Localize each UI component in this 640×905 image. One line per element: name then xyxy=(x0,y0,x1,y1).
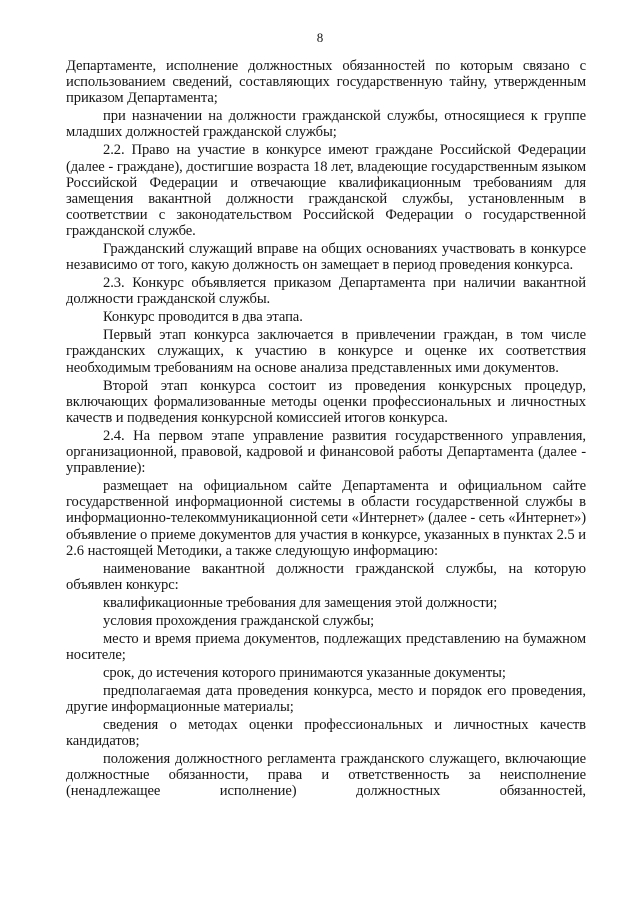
paragraph-continuation: Департаменте, исполнение должностных обязанностей по которым связано с использованием сведений, составляющих государственную тайну, утвержденным приказом Департамента; xyxy=(66,58,586,107)
paragraph: Второй этап конкурса состоит из проведения конкурсных процедур, включающих формализованные методы оценки профессиональных и личностных качеств и подведения конкурсной комиссией итогов конкурса. xyxy=(66,377,586,426)
list-item: место и время приема документов, подлежащих представлению на бумажном носителе; xyxy=(66,630,586,663)
list-item: положения должностного регламента гражданского служащего, включающие должностные обязанности, права и ответственность за неисполнение (ненадлежащее исполнение) должностных обязанностей, xyxy=(66,750,586,800)
list-item: условия прохождения гражданской службы; xyxy=(103,612,375,629)
list-item: квалификационные требования для замещения этой должности; xyxy=(103,594,498,611)
list-item: наименование вакантной должности гражданской службы, на которую объявлен конкурс: xyxy=(66,560,586,593)
paragraph: Конкурс проводится в два этапа. xyxy=(103,309,303,326)
paragraph: размещает на официальном сайте Департамента и официальном сайте государственной информационной системы в области государственной службы в информационно-телекоммуникационной сети «Интернет» (далее - сеть «Интернет») объявление о приеме документов для участия в конкурсе, указанных в пунктах 2.5 и 2.6 настоящей Методики, а также следующую информацию: xyxy=(66,478,586,559)
page-number: 8 xyxy=(316,30,324,45)
paragraph: при назначении на должности гражданской службы, относящиеся к группе младших должностей гражданской службы; xyxy=(66,108,586,141)
paragraph-clause-2-3: 2.3. Конкурс объявляется приказом Департамента при наличии вакантной должности гражданской службы. xyxy=(66,275,586,308)
list-item: предполагаемая дата проведения конкурса, место и порядок его проведения, другие информационные материалы; xyxy=(66,682,586,715)
paragraph-clause-2-4: 2.4. На первом этапе управление развития государственного управления, организационной, правовой, кадровой и финансовой работы Департамента (далее - управление): xyxy=(66,427,586,477)
paragraph: Гражданский служащий вправе на общих основаниях участвовать в конкурсе независимо от того, какую должность он замещает в период проведения конкурса. xyxy=(66,241,586,274)
paragraph-clause-2-2: 2.2. Право на участие в конкурсе имеют граждане Российской Федерации (далее - граждане), достигшие возраста 18 лет, владеющие государственным языком Российской Федерации и отвечающие квалификационным требованиям для замещения вакантной должности гражданской службы, установленным в соответствии с законодательством Российской Федерации о государственной гражданской службе. xyxy=(66,142,586,240)
list-item: сведения о методах оценки профессиональных и личностных качеств кандидатов; xyxy=(66,716,586,749)
document-body xyxy=(66,58,586,801)
paragraph: Первый этап конкурса заключается в привлечении граждан, в том числе гражданских служащих, к участию в конкурсе и оценке их соответствия необходимым требованиям на основе анализа представленных ими документов. xyxy=(66,327,586,376)
list-item: срок, до истечения которого принимаются указанные документы; xyxy=(103,664,506,681)
